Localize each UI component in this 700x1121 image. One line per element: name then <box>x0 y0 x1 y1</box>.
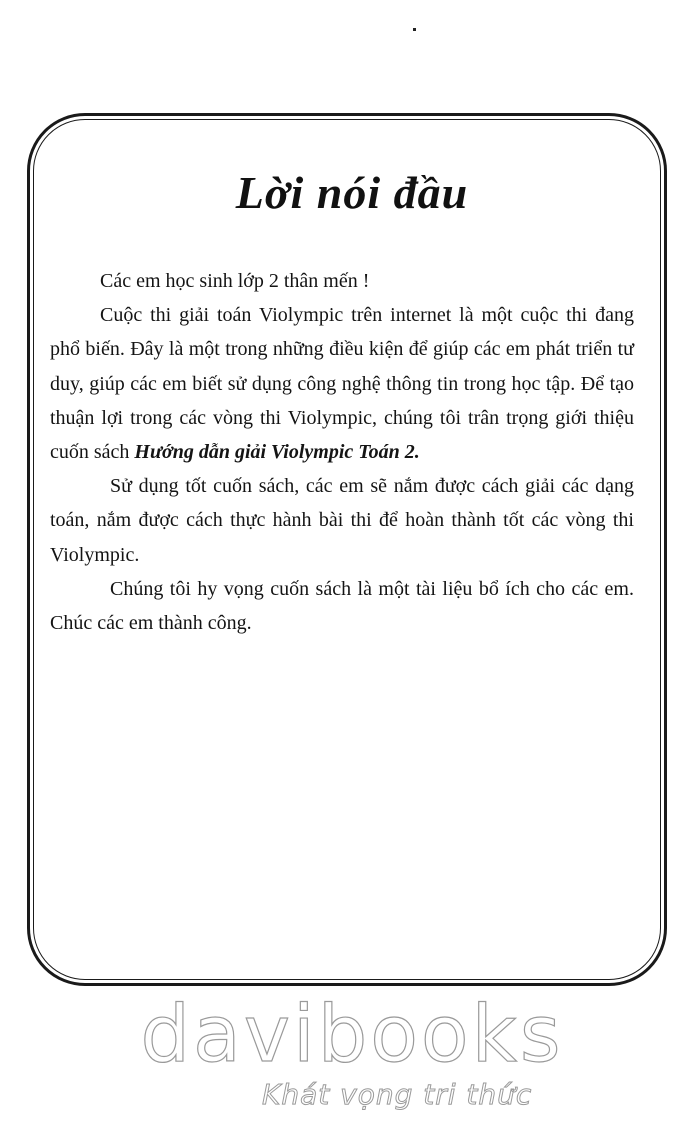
watermark-logo: davibooks <box>140 990 564 1080</box>
paragraph-intro-text: Cuộc thi giải toán Violympic trên internet là một cuộc thi đang phổ biến. Đây là một trong những điều kiện để giúp các em phát triển tư duy, giúp các em biết sử dụng công nghệ thông tin trong học tập. Để tạo thuận lợi trong các vòng thi Violympic, chúng tôi trân trọng giới thiệu cuốn sách <box>50 304 634 464</box>
page-title: Lời nói đầu <box>235 167 469 218</box>
page-speck <box>413 28 416 31</box>
preface-body <box>50 264 634 640</box>
paragraph-closing: Chúng tôi hy vọng cuốn sách là một tài liệu bổ ích cho các em. Chúc các em thành công. <box>50 577 634 635</box>
watermark-tagline: Khát vọng tri thức <box>262 1078 533 1111</box>
book-title: Hướng dẫn giải Violympic Toán 2. <box>134 441 420 464</box>
greeting-line: Các em học sinh lớp 2 thân mến ! <box>100 270 370 292</box>
paragraph-intro <box>50 298 634 469</box>
paragraph-usage: Sử dụng tốt cuốn sách, các em sẽ nắm được cách giải các dạng toán, nắm được cách thực hành bài thi để hoàn thành tốt các vòng thi Violympic. <box>50 475 634 566</box>
